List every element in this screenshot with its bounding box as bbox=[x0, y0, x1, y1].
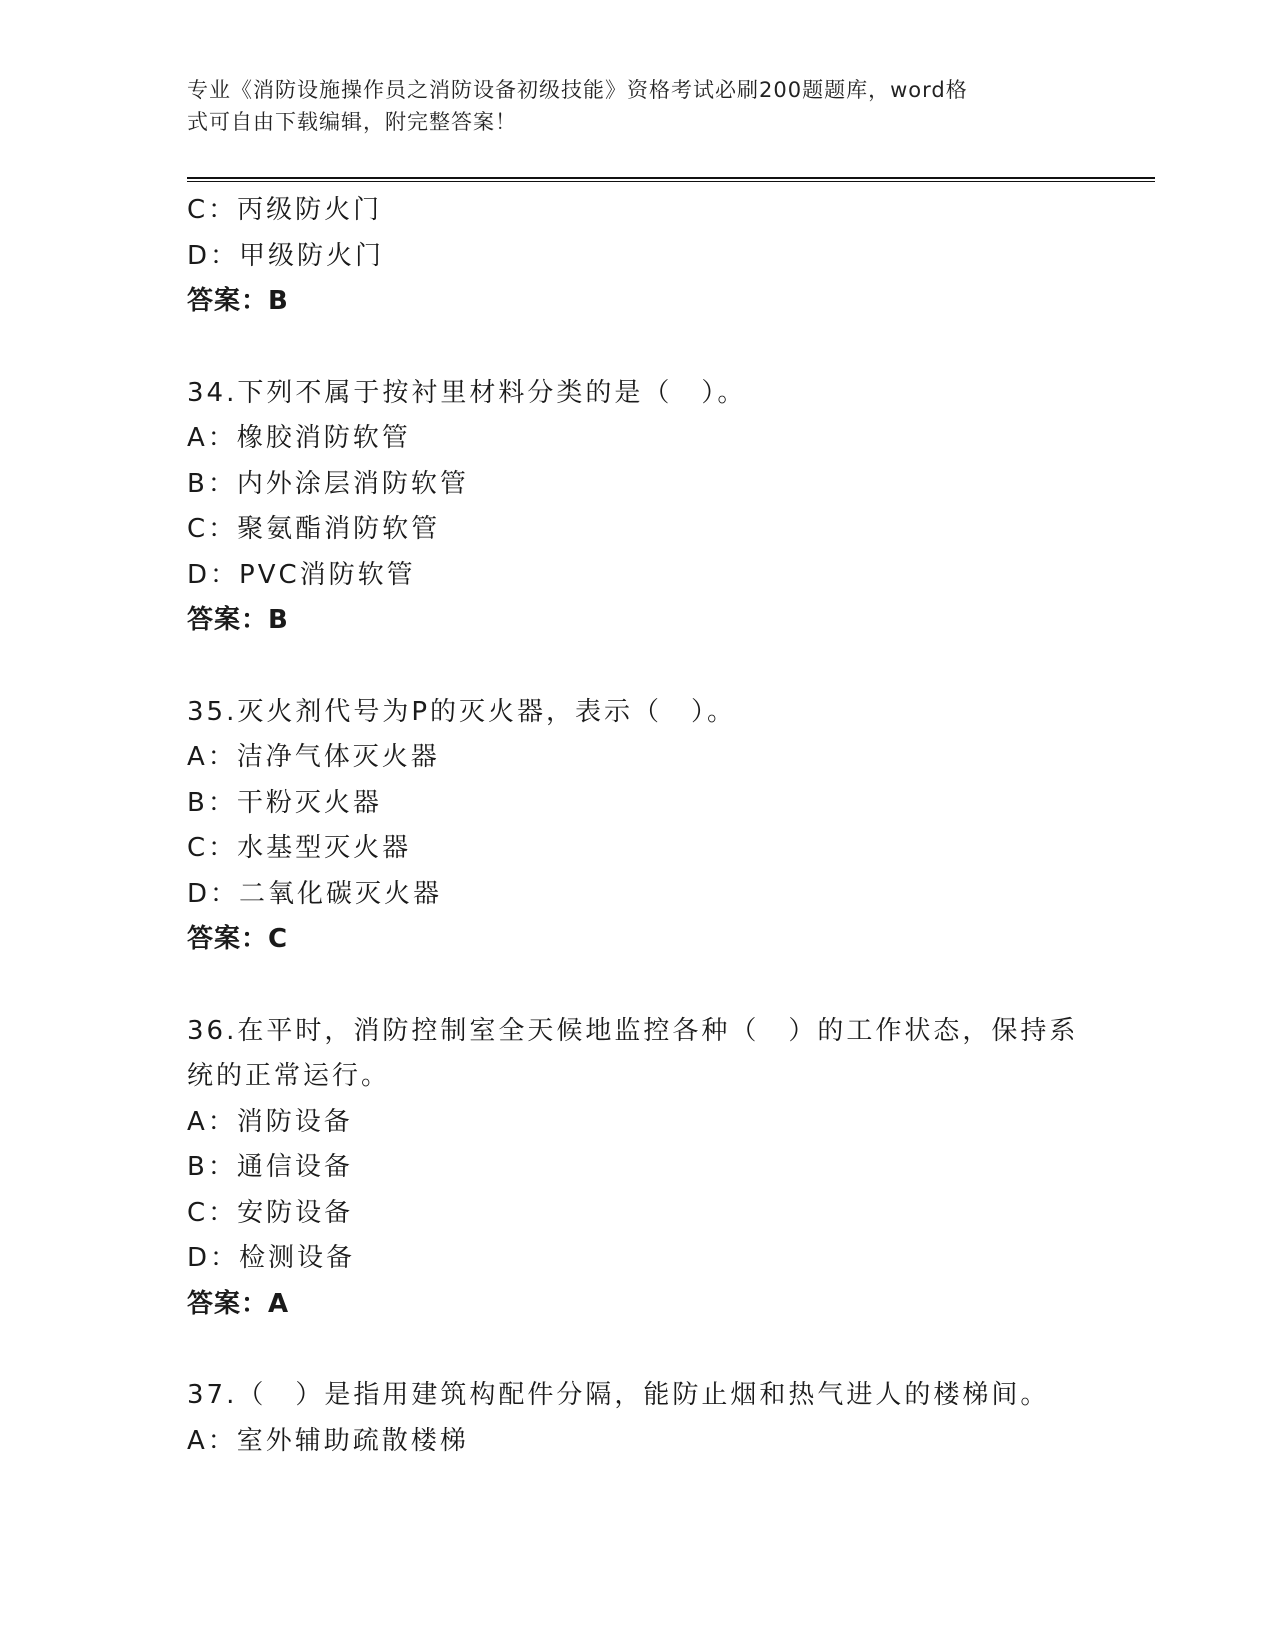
option-a: A：室外辅助疏散楼梯 bbox=[187, 1425, 469, 1456]
option-c: C：丙级防火门 bbox=[187, 195, 383, 225]
option-a: A：消防设备 bbox=[187, 1106, 353, 1137]
option-b: B：通信设备 bbox=[187, 1152, 353, 1182]
question-35 bbox=[187, 690, 1087, 963]
question-stem: 37.（ ）是指用建筑构配件分隔，能防止烟和热气进人的楼梯间。 bbox=[187, 1380, 1050, 1410]
answer-line: 答案：C bbox=[187, 924, 289, 954]
option-a: A：洁净气体灭火器 bbox=[187, 742, 440, 772]
spacer bbox=[187, 963, 1087, 1009]
question-stem: 35.灭火剂代号为P的灭火器，表示（ ）。 bbox=[187, 696, 737, 727]
option-a: A：橡胶消防软管 bbox=[187, 423, 411, 453]
answer-line: 答案：B bbox=[187, 605, 289, 635]
spacer bbox=[187, 644, 1087, 690]
question-37 bbox=[187, 1373, 1087, 1464]
question-stem: 34.下列不属于按衬里材料分类的是（ ）。 bbox=[187, 377, 747, 408]
option-b: B：干粉灭火器 bbox=[187, 787, 382, 818]
spacer bbox=[187, 1327, 1087, 1373]
option-d: D：PVC消防软管 bbox=[187, 559, 416, 590]
option-d: D：二氧化碳灭火器 bbox=[187, 878, 443, 909]
header-title-line-1: 专业《消防设施操作员之消防设备初级技能》资格考试必刷200题题库，word格 bbox=[187, 78, 968, 102]
question-36 bbox=[187, 1009, 1087, 1328]
question-list bbox=[187, 188, 1087, 1464]
question-33-tail bbox=[187, 188, 1087, 325]
option-d: D：甲级防火门 bbox=[187, 240, 385, 271]
answer-line: 答案：B bbox=[187, 286, 289, 316]
option-c: C：水基型灭火器 bbox=[187, 833, 412, 863]
option-d: D：检测设备 bbox=[187, 1243, 356, 1273]
spacer bbox=[187, 325, 1087, 371]
option-c: C：安防设备 bbox=[187, 1197, 354, 1228]
question-stem-line-1: 36.在平时，消防控制室全天候地监控各种（ ）的工作状态，保持系 bbox=[187, 1015, 1079, 1046]
page-header bbox=[187, 74, 1087, 138]
header-title-line-2: 式可自由下载编辑，附完整答案！ bbox=[187, 110, 517, 134]
answer-line: 答案：A bbox=[187, 1288, 290, 1319]
question-34 bbox=[187, 371, 1087, 644]
header-divider bbox=[187, 177, 1155, 182]
question-stem-line-2: 统的正常运行。 bbox=[187, 1061, 391, 1091]
option-b: B：内外涂层消防软管 bbox=[187, 468, 469, 499]
option-c: C：聚氨酯消防软管 bbox=[187, 514, 441, 544]
